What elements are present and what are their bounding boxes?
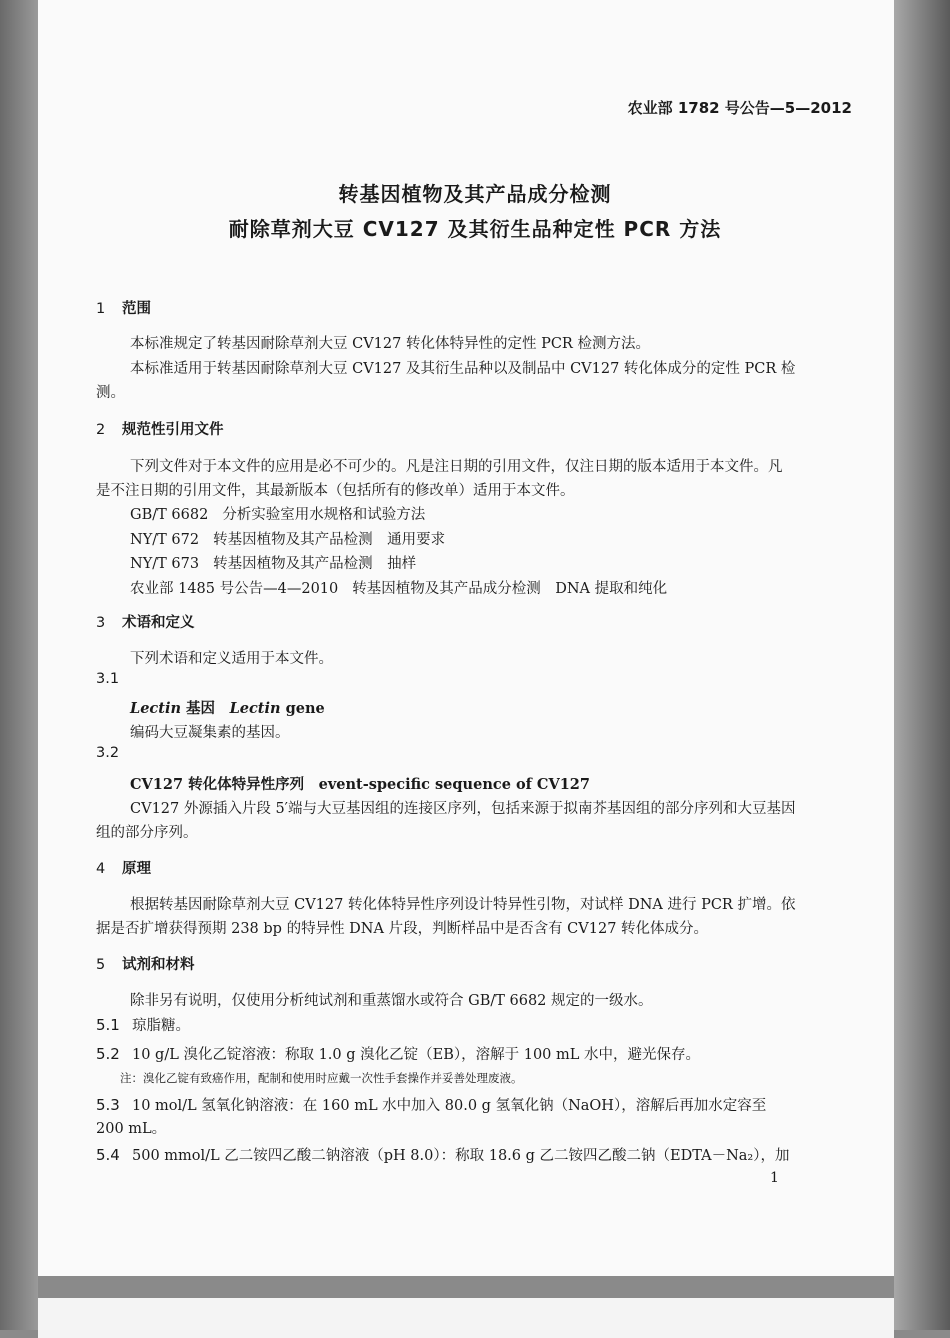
term-3-2-definition: CV127 外源插入片段 5′端与大豆基因组的连接区序列，包括来源于拟南芥基因组的部分序列和大豆基因组的部分序列。 [96, 801, 796, 841]
item-number: 5.4 [96, 1146, 120, 1164]
reference-name: 分析实验室用水规格和试验方法 [222, 507, 426, 523]
term-english-italic: Lectin [229, 700, 281, 717]
reference-name: 转基因植物及其产品检测 通用要求 [213, 532, 446, 548]
item-text: 10 mol/L 氢氧化钠溶液：在 160 mL 水中加入 80.0 g 氢氧化钠（NaOH），溶解后再加水定容至 [132, 1098, 767, 1114]
item-text: 10 g/L 溴化乙锭溶液：称取 1.0 g 溴化乙锭（EB），溶解于 100 mL 水中，避光保存。 [132, 1047, 701, 1063]
reference-name: 转基因植物及其产品检测 抽样 [213, 556, 417, 572]
reagent-item [96, 1043, 700, 1064]
s1-paragraph-1: 本标准规定了转基因耐除草剂大豆 CV127 转化体特异性的定性 PCR 检测方法。 [130, 336, 650, 352]
item-number: 5.2 [96, 1045, 120, 1063]
safety-note: 注：溴化乙锭有致癌作用，配制和使用时应戴一次性手套操作并妥善处理废液。 [120, 1071, 523, 1085]
term-3-1-definition: 编码大豆凝集素的基因。 [130, 725, 290, 741]
s4-paragraph-1: 根据转基因耐除草剂大豆 CV127 转化体特异性序列设计特异性引物，对试样 DNA 进行 PCR 扩增。依据是否扩增获得预期 238 bp 的特异性 DNA 片段，判断样品中是否含有 CV127 转化体成分。 [96, 897, 796, 937]
term-number: 3.1 [96, 671, 120, 687]
section-number: 5 [96, 957, 106, 973]
reference-code: GB/T 6682 [130, 507, 209, 523]
page-number: 1 [770, 1170, 779, 1186]
s1-paragraph-2: 本标准适用于转基因耐除草剂大豆 CV127 及其衍生品种以及制品中 CV127 转化体成分的定性 PCR 检测。 [96, 361, 796, 401]
item-number: 5.3 [96, 1096, 120, 1114]
section-number: 3 [96, 615, 106, 631]
standard-code: 农业部 1782 号公告—5—2012 [627, 99, 852, 117]
section-number: 1 [96, 301, 106, 317]
section-5-heading [96, 953, 195, 974]
reference-item [130, 552, 416, 573]
term-chinese: 基因 [181, 700, 230, 717]
section-title: 试剂和材料 [122, 957, 195, 973]
item-text: 琼脂糖。 [132, 1018, 190, 1034]
title-line-2: 耐除草剂大豆 CV127 及其衍生品种定性 PCR 方法 [228, 217, 722, 241]
section-number: 4 [96, 861, 106, 877]
reference-code: 农业部 1485 号公告—4—2010 [130, 581, 339, 597]
section-number: 2 [96, 422, 106, 438]
s3-paragraph-1: 下列术语和定义适用于本文件。 [130, 651, 333, 667]
s5-paragraph-1: 除非另有说明，仅使用分析纯试剂和重蒸馏水或符合 GB/T 6682 规定的一级水。 [130, 993, 653, 1009]
section-2-heading [96, 418, 224, 439]
reagent-item-continuation: 200 mL。 [96, 1121, 167, 1137]
section-1-heading [96, 297, 151, 318]
reference-item [130, 577, 667, 598]
section-title: 术语和定义 [122, 615, 195, 631]
term-italic: Lectin [130, 700, 181, 717]
term-number: 3.2 [96, 745, 120, 761]
section-title: 范围 [122, 301, 151, 317]
section-3-heading [96, 611, 195, 632]
reference-item [130, 528, 445, 549]
term-3-2: CV127 转化体特异性序列 event-specific sequence of CV127 [130, 776, 590, 793]
section-title: 原理 [122, 861, 151, 877]
section-4-heading [96, 857, 151, 878]
reagent-item [96, 1014, 190, 1035]
reference-item [130, 503, 425, 524]
next-page-edge [38, 1298, 894, 1338]
reference-code: NY/T 672 [130, 532, 200, 548]
title-line-1: 转基因植物及其产品成分检测 [338, 182, 612, 206]
s2-paragraph-1: 下列文件对于本文件的应用是必不可少的。凡是注日期的引用文件，仅注日期的版本适用于本文件。凡是不注日期的引用文件，其最新版本（包括所有的修改单）适用于本文件。 [96, 459, 783, 499]
term-english: gene [280, 700, 325, 717]
reagent-item [96, 1144, 789, 1165]
reference-code: NY/T 673 [130, 556, 200, 572]
section-title: 规范性引用文件 [122, 422, 224, 438]
reagent-item [96, 1094, 766, 1115]
term-3-1 [130, 697, 325, 718]
reference-name: 转基因植物及其产品成分检测 DNA 提取和纯化 [352, 581, 668, 597]
item-text: 500 mmol/L 乙二铵四乙酸二钠溶液（pH 8.0）：称取 18.6 g 乙二铵四乙酸二钠（EDTA－Na₂），加 [132, 1148, 790, 1164]
item-number: 5.1 [96, 1016, 120, 1034]
